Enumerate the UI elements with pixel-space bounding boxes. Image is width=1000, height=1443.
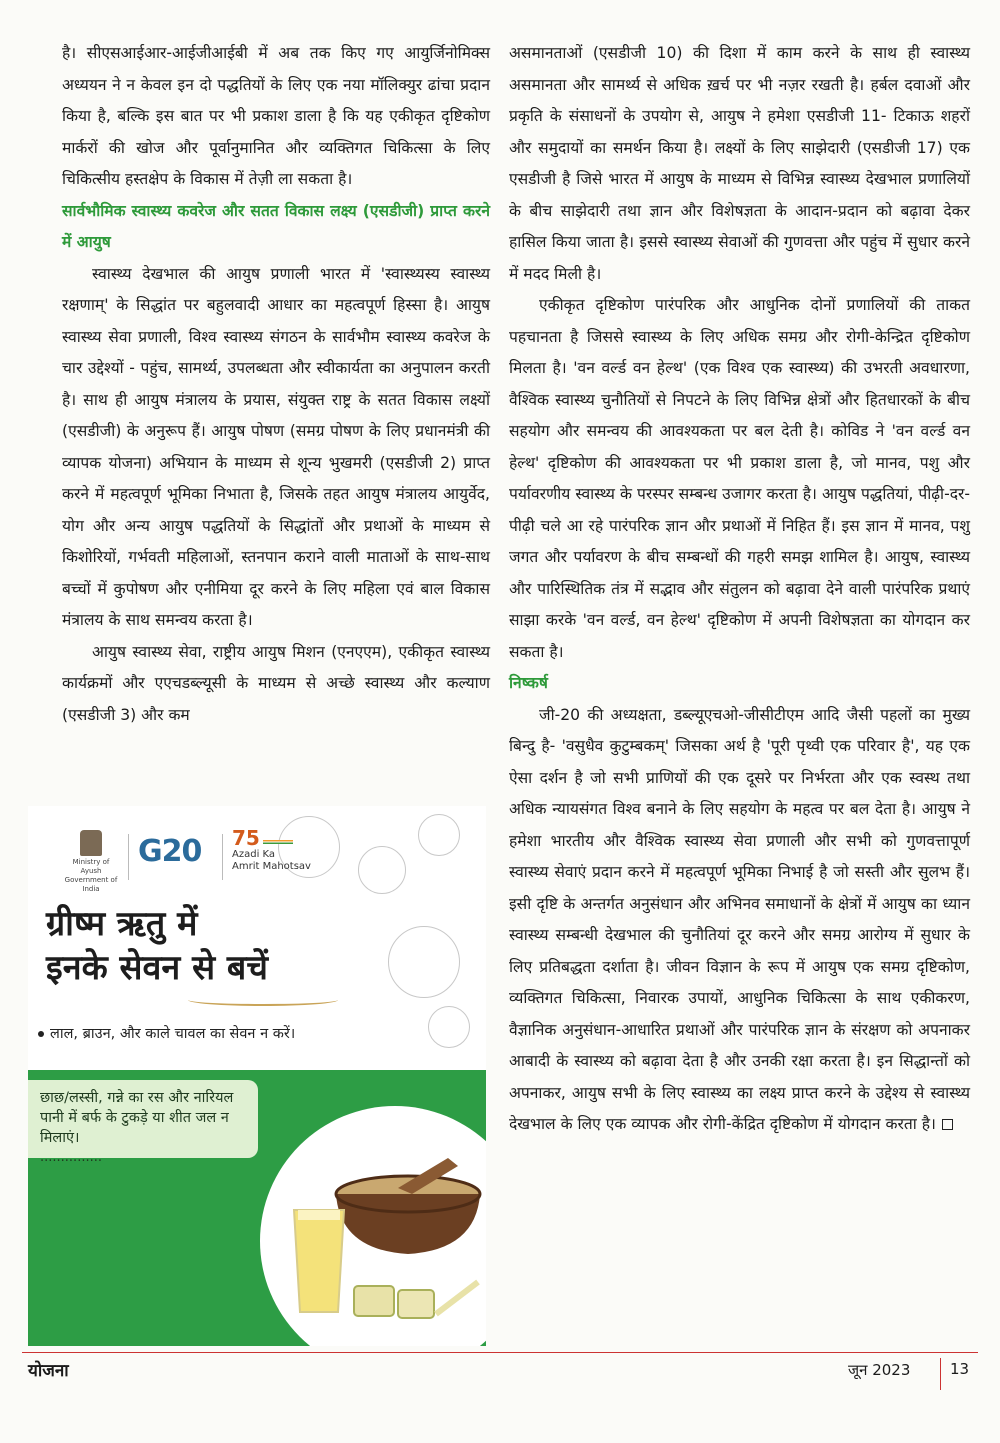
juice-glass-icon: [290, 1206, 348, 1316]
sugarcane-icon: [350, 1276, 480, 1326]
ashoka-emblem-icon: [80, 830, 102, 856]
bullet-dot-icon: [38, 1031, 44, 1037]
title-swash-decoration: [188, 994, 338, 1006]
ad-advice-dots: ...............: [40, 1150, 102, 1165]
end-mark-icon: [942, 1119, 953, 1130]
right-paragraph-1: असमानताओं (एसडीजी 10) की दिशा में काम करने के साथ ही स्वास्थ्य असमानता और सामर्थ्य से अधिक ख़र्च पर भी नज़र रखती है। हर्बल दवाओं और प्रकृति के संसाधनों के उपयोग से, आयुष ने हमेशा एसडीजी 11- टिकाऊ शहरों और समुदायों का समर्थन किया है। लक्ष्यों के लिए साझेदारी (एसडीजी 17) एक एसडीजी है जिसे भारत में आयुष के माध्यम से विभिन्न स्वास्थ्य देखभाल प्रणालियों के बीच साझेदारी तथा ज्ञान और विशेषज्ञता के आदान-प्रदान को बढ़ावा देकर हासिल किया जाता है। इससे स्वास्थ्य सेवाओं की गुणवत्ता और पहुंच में सुधार करने में मदद मिली है।: [509, 44, 970, 283]
right-paragraph-3: [509, 700, 970, 1141]
doodle-circle-icon: [428, 1006, 470, 1048]
right-paragraph-2: एकीकृत दृष्टिकोण पारंपरिक और आधुनिक दोनों प्रणालियों की ताकत पहचानता है जिससे स्वास्थ्य के लिए अधिक समग्र और रोगी-केन्द्रित दृष्टिकोण मिलता है। 'वन वर्ल्ड वन हेल्थ' (एक विश्व एक स्वास्थ्य) की उभरती अवधारणा, वैश्विक स्वास्थ्य चुनौतियों से निपटने के लिए विभिन्न क्षेत्रों और हितधारकों के बीच सहयोग और समन्वय की आवश्यकता पर बल देती है। कोविड ने 'वन वर्ल्ड वन हेल्थ' दृष्टिकोण की आवश्यकता पर भी प्रकाश डाला है, जो मानव, पशु और पर्यावरणीय स्वास्थ्य के परस्पर सम्बन्ध उजागर करता है। आयुष पद्धतियां, पीढ़ी-दर-पीढ़ी चले आ रहे पारंपरिक ज्ञान और प्रथाओं में निहित हैं। इस ज्ञान में मानव, पशु जगत और पर्यावरण के बीच सम्बन्धों की गहरी समझ शामिल है। आयुष, स्वास्थ्य और पारिस्थितिक तंत्र में सद्भाव और संतुलन को बढ़ावा देने वाली पारंपरिक प्रथाएं साझा करके 'वन वर्ल्ड, वन हेल्थ' दृष्टिकोण में अपनी विशेषज्ञता का योगदान कर सकता है।: [509, 296, 970, 661]
doodle-circle-icon: [418, 814, 460, 856]
ka-word: Ka: [262, 849, 276, 860]
left-paragraph-1: है। सीएसआईआर-आईजीआईबी में अब तक किए गए आयुर्जिनोमिक्स अध्ययन ने न केवल इन दो पद्धतियों के लिए एक नया मॉलिक्युर ढांचा प्रदान किया है, बल्कि इस बात पर भी प्रकाश डाला है कि यह एकीकृत दृष्टिकोण मार्करों की खोज और पूर्वानुमानित और व्यक्तिगत चिकित्सा के लिए चिकित्सीय हस्तक्षेप के विकास में तेज़ी ला सकता है।: [62, 44, 490, 188]
ad-bullet-text: लाल, ब्राउन, और काले चावल का सेवन न करें।: [50, 1026, 296, 1042]
ad-title: [46, 902, 346, 990]
logo-divider: [222, 834, 223, 880]
rice-bowl-icon: [328, 1158, 486, 1258]
section-heading-ayush-sdg: सार्वभौमिक स्वास्थ्य कवरेज और सतत विकास लक्ष्य (एसडीजी) प्राप्त करने में आयुष: [62, 201, 490, 251]
magazine-name: योजना: [28, 1361, 69, 1381]
ad-title-line-2: इनके सेवन से बचें: [46, 948, 268, 988]
azadi-75: 75: [232, 826, 260, 850]
doodle-circle-icon: [358, 846, 406, 894]
footer-rule: [22, 1352, 978, 1353]
azadi-ka-amrit-mahotsav-logo: [232, 826, 322, 873]
left-paragraph-3: आयुष स्वास्थ्य सेवा, राष्ट्रीय आयुष मिशन (एनएएम), एकीकृत स्वास्थ्य कार्यक्रमों और एएचडब्ल्यूसी के माध्यम से अच्छे स्वास्थ्य और कल्याण (एसडीजी 3) और कम: [62, 642, 490, 724]
right-column: [509, 38, 970, 1141]
page-number: 13: [950, 1360, 970, 1378]
doodle-circle-icon: [388, 926, 460, 998]
left-paragraph-2: स्वास्थ्य देखभाल की आयुष प्रणाली भारत में 'स्वास्थ्यस्य स्वास्थ्य रक्षणाम्' के सिद्धांत पर बहुलवादी आधार का महत्वपूर्ण हिस्सा है। आयुष स्वास्थ्य सेवा प्रणाली, विश्व स्वास्थ्य संगठन के सार्वभौम स्वास्थ्य कवरेज के चार उद्देश्यों - पहुंच, सामर्थ्य, उपलब्धता और स्वीकार्यता का अनुपालन करती है। साथ ही आयुष मंत्रालय के प्रयास, संयुक्त राष्ट्र के सतत विकास लक्ष्यों (एसडीजी) के अनुरूप हैं। आयुष पोषण (समग्र पोषण के लिए प्रधानमंत्री की व्यापक योजना) अभियान के माध्यम से शून्य भुखमरी (एसडीजी 2) प्राप्त करने में महत्वपूर्ण भूमिका निभाता है, जिसके तहत आयुष मंत्रालय आयुर्वेद, योग और अन्य आयुष पद्धतियों के सिद्धांतों और प्रथाओं के माध्यम से किशोरियों, गर्भवती महिलाओं, स्तनपान कराने वाली माताओं के साथ-साथ बच्चों में कुपोषण और एनीमिया दूर करने के लिए महिला एवं बाल विकास मंत्रालय के साथ समन्वय करता है।: [62, 264, 490, 629]
ad-advice-text: छाछ/लस्सी, गन्ने का रस और नारियल पानी में बर्फ के टुकड़े या शीत जल न मिलाएं।: [40, 1090, 234, 1146]
emblem-caption-ministry: Ministry of Ayush: [72, 858, 110, 875]
govt-emblem-logo: [64, 830, 118, 894]
azadi-word: Azadi: [232, 849, 260, 860]
g20-logo: G20: [138, 834, 202, 869]
ad-bullet-item: [38, 1024, 318, 1045]
emblem-caption-govt: Government of India: [64, 876, 118, 893]
footer-vertical-rule: [940, 1358, 941, 1390]
amrit-mahotsav-word: Amrit Mahotsav: [232, 861, 311, 872]
issue-month: जून 2023: [848, 1361, 911, 1379]
tricolor-icon: [263, 840, 293, 844]
conclusion-text: जी-20 की अध्यक्षता, डब्ल्यूएचओ-जीसीटीएम आदि जैसी पहलों का मुख्य बिन्दु है- 'वसुधैव कुटुम्बकम्' जिसका अर्थ है 'पूरी पृथ्वी एक परिवार है', यह एक ऐसा दर्शन है जो सभी प्राणियों की एक दूसरे पर निर्भरता और एक स्वस्थ तथा अधिक न्यायसंगत विश्व बनाने के लिए सहयोग के महत्व पर बल देता है। आयुष ने हमेशा भारतीय और वैश्विक स्वास्थ्य सेवा प्रणाली और सभी को गुणवत्तापूर्ण स्वास्थ्य सेवाएं प्रदान करने में महत्वपूर्ण भूमिका निभाई है जो सस्ती और सुलभ हैं। इसी दृष्टि के अन्तर्गत अनुसंधान और अभिनव समाधानों के क्षेत्रों में आयुष का ध्यान स्वास्थ्य सम्बन्धी देखभाल की चुनौतियां दूर करने और समग्र आरोग्य में सुधार के लिए प्रतिबद्धता दर्शाता है। जीवन विज्ञान के रूप में आयुष एक समग्र दृष्टिकोण, व्यक्तिगत चिकित्सा, निवारक उपायों, आधुनिक चिकित्सा के साथ एकीकरण, वैज्ञानिक अनुसंधान-आधारित प्रथाओं और पारंपरिक ज्ञान के संरक्षण को अपनाकर आबादी के स्वास्थ्य को बढ़ावा देता है और उनकी रक्षा करता है। इन सिद्धान्तों को अपनाकर, आयुष सभी के लिए स्वास्थ्य का लक्ष्य प्राप्त करने के उद्देश्य से स्वास्थ्य देखभाल के लिए एक व्यापक और रोगी-केंद्रित दृष्टिकोण में योगदान करता है।: [509, 705, 970, 1133]
ad-advice-box: [28, 1080, 258, 1165]
ayush-summer-advisory-ad: [28, 806, 486, 1346]
left-column: [62, 38, 490, 731]
logo-strip: [64, 826, 364, 893]
logo-divider: [128, 834, 129, 880]
ad-title-line-1: ग्रीष्म ऋतु में: [46, 904, 198, 944]
section-heading-conclusion: निष्कर्ष: [509, 674, 548, 692]
